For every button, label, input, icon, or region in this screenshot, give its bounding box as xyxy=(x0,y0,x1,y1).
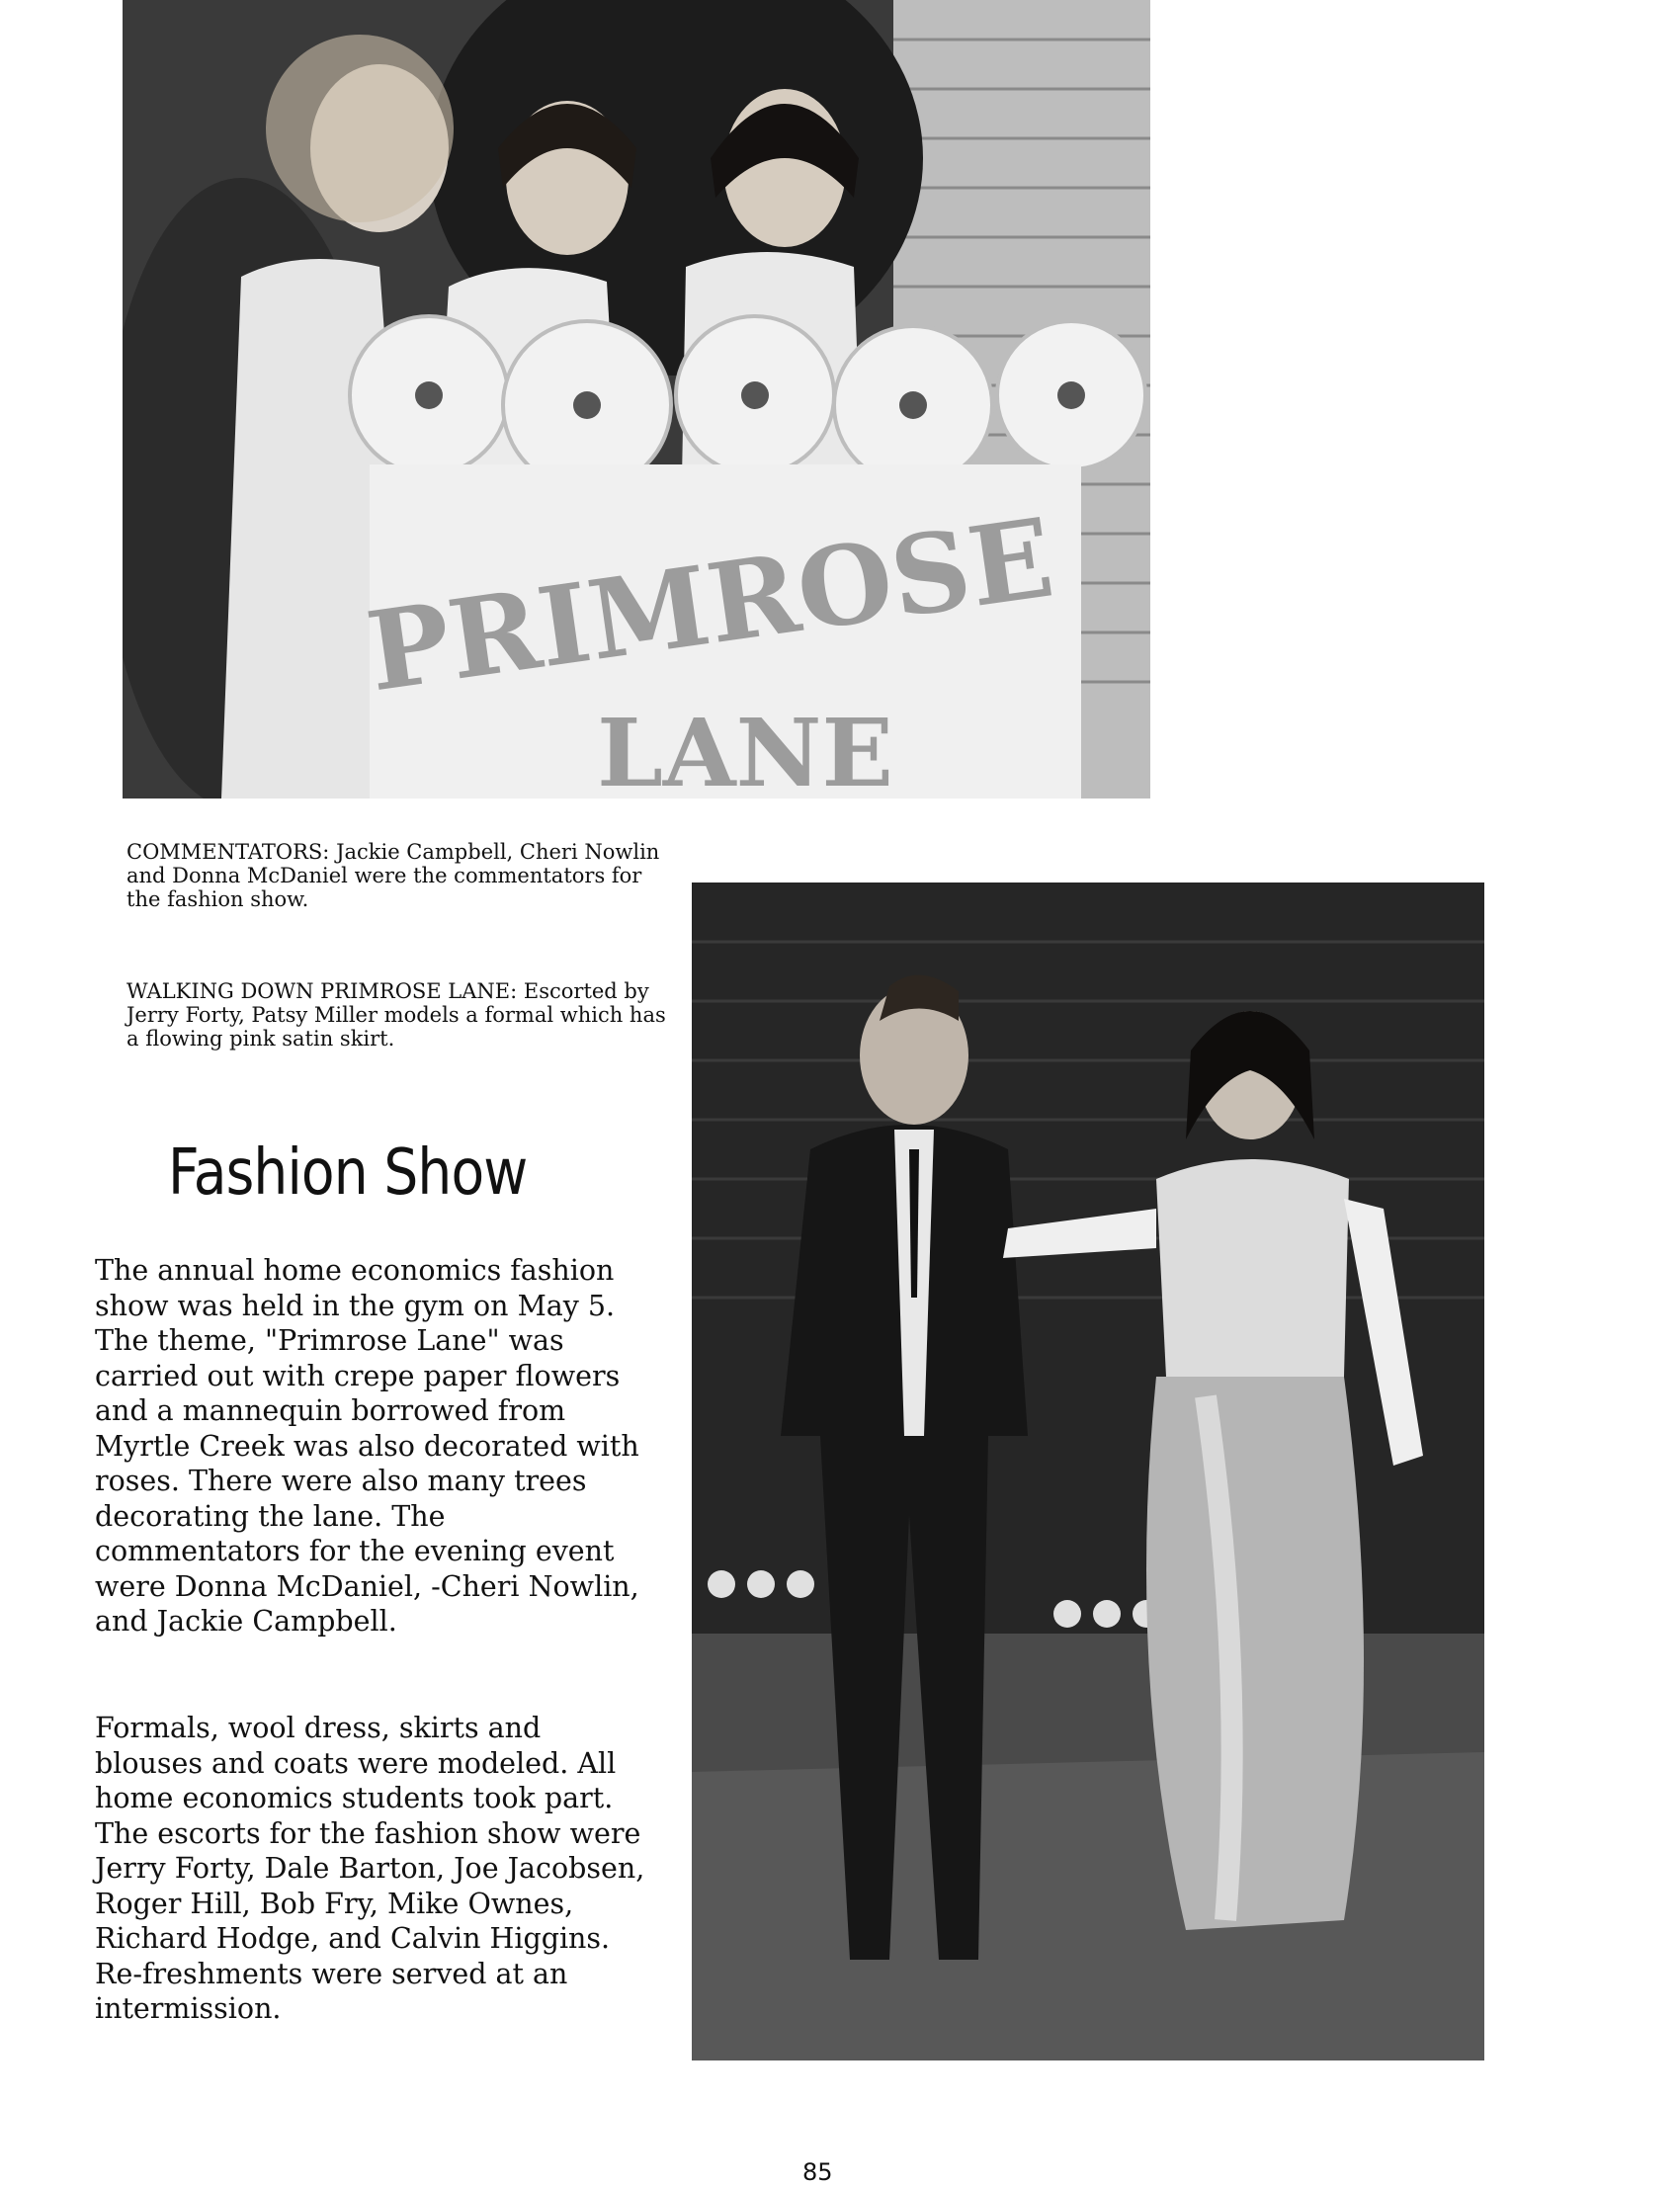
article-paragraph-1: The annual home economics fashion show was held in the gym on May 5. The theme, "Primrose Lane" was carried out with crepe paper flowers and a mannequin borrowed from Myrtle Creek was also decorated with roses. There were also many trees decorating the lane. The commentators for the evening event were Donna McDaniel, -Cheri Nowlin, and Jackie Campbell. xyxy=(95,1254,639,1638)
article-title: Fashion Show xyxy=(168,1136,528,1210)
photo-walking-image xyxy=(692,883,1484,2060)
article-paragraph-2: Formals, wool dress, skirts and blouses and coats were modeled. All home economics students took part. The escorts for the fashion show were Jerry Forty, Dale Barton, Joe Jacobsen, Roger Hill, Bob Fry, Mike Ownes, Richard Hodge, and Calvin Higgins. Re-freshments were served at an intermission. xyxy=(95,1712,645,2025)
photo-commentators xyxy=(123,0,1150,799)
page-number: 85 xyxy=(802,2158,833,2186)
caption-walking xyxy=(126,979,680,1051)
caption-commentators-head: COMMENTATORS: xyxy=(126,840,330,864)
caption-walking-head: WALKING DOWN PRIMROSE LANE: xyxy=(126,979,518,1003)
sign-primrose-text: PRIMROSE xyxy=(360,493,1061,716)
caption-commentators xyxy=(126,840,668,911)
caption-commentators-body: Jackie Campbell, Cheri Nowlin and Donna McDaniel were the commentators for the fashion show. xyxy=(126,840,660,911)
photo-walking xyxy=(692,883,1484,2060)
photo-commentators-image xyxy=(123,0,1150,799)
caption-walking-body: Escorted by Jerry Forty, Patsy Miller models a formal which has a flowing pink satin skirt. xyxy=(126,979,666,1051)
sign-lane-text: LANE xyxy=(597,699,893,799)
